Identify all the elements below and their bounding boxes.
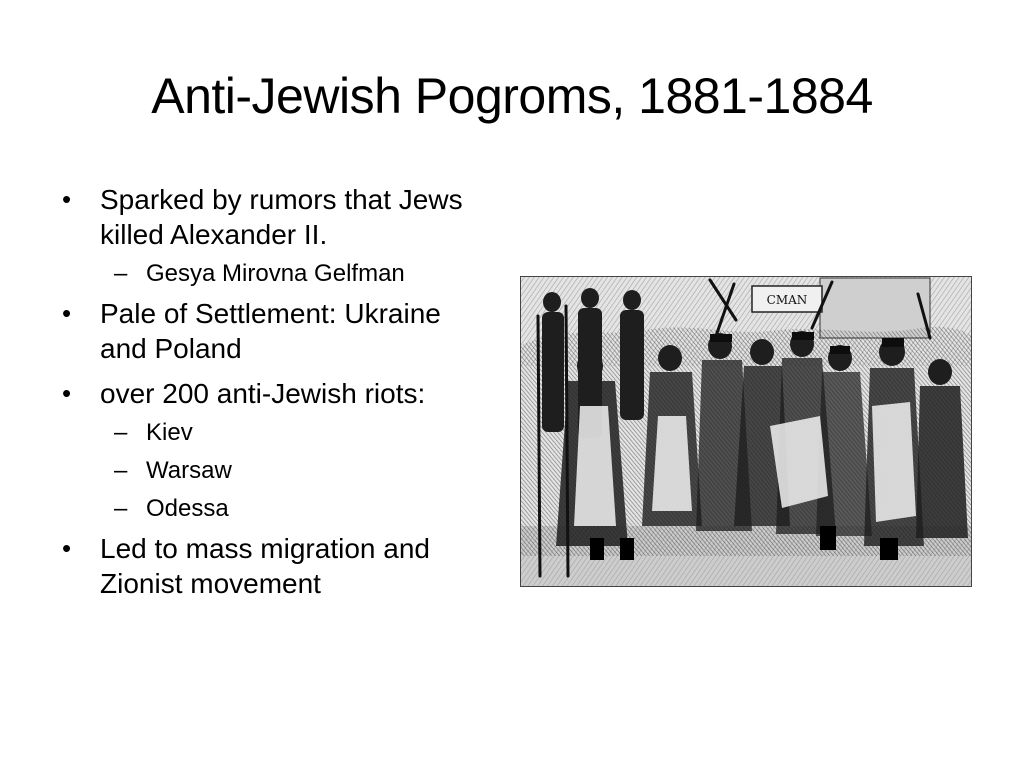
bullet-item — [56, 376, 486, 524]
bullet-item — [56, 531, 486, 601]
bullet-text: Pale of Settlement: Ukraine and Poland — [100, 298, 441, 364]
slide-title: Anti-Jewish Pogroms, 1881-1884 — [151, 68, 873, 124]
bullet-text: Sparked by rumors that Jews killed Alexander II. — [100, 184, 463, 250]
bullet-item — [56, 182, 486, 289]
sub-bullet-text: Warsaw — [146, 457, 232, 484]
sub-bullet-glyph: – — [114, 457, 128, 484]
engraving-riot-scene-icon — [520, 276, 972, 587]
bullet-text: over 200 anti-Jewish riots: — [100, 378, 426, 409]
sub-bullet-item — [100, 417, 486, 448]
sub-bullet-list — [100, 258, 486, 289]
shop-sign-text: CMAN — [766, 293, 808, 307]
bullet-glyph: • — [62, 184, 72, 214]
sub-bullet-text: Odessa — [146, 495, 229, 522]
sub-bullet-glyph: – — [114, 495, 128, 522]
sub-bullet-glyph: – — [114, 260, 128, 287]
sub-bullet-text: Kiev — [146, 419, 193, 446]
bullet-list — [56, 182, 486, 611]
bullet-item — [56, 296, 486, 366]
bullet-text: Led to mass migration and Zionist movement — [100, 533, 430, 599]
bullet-glyph: • — [62, 533, 72, 563]
sub-bullet-text: Gesya Mirovna Gelfman — [146, 260, 405, 287]
sub-bullet-item — [100, 258, 486, 289]
sub-bullet-list — [100, 417, 486, 524]
sub-bullet-item — [100, 455, 486, 486]
sub-bullet-glyph: – — [114, 419, 128, 446]
bullet-glyph: • — [62, 298, 72, 328]
sub-bullet-item — [100, 493, 486, 524]
bullet-glyph: • — [62, 378, 72, 408]
